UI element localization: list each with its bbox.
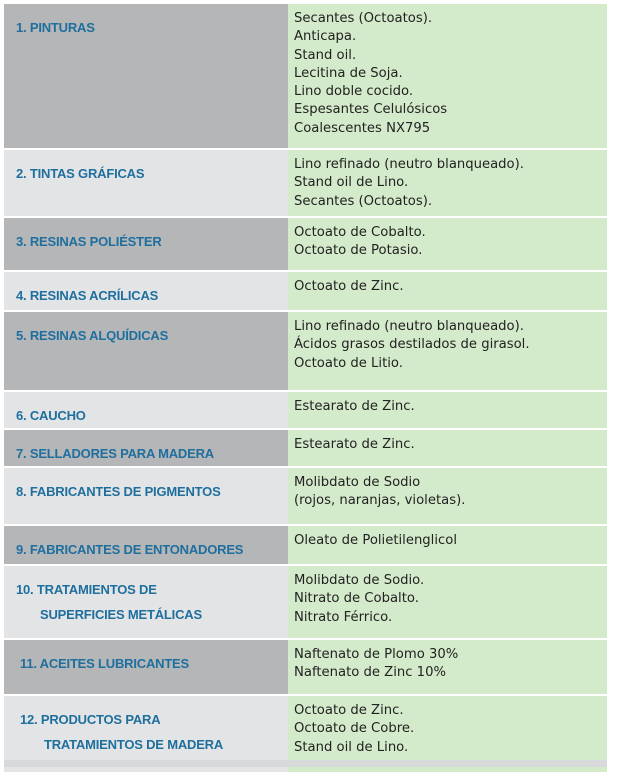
category-label: 9. FABRICANTES DE ENTONADORES <box>16 542 244 557</box>
category-cell <box>4 272 288 310</box>
category-cell <box>4 4 288 148</box>
category-cell <box>4 392 288 428</box>
products-cell <box>288 392 607 428</box>
product-item: Stand oil. <box>294 47 357 63</box>
products-cell <box>288 566 607 638</box>
product-item: Lino refinado (neutro blanqueado). <box>294 157 524 172</box>
product-item: Octoato de Cobalto. <box>294 225 426 240</box>
products-cell <box>288 312 607 390</box>
product-item: Espesantes Celulósicos <box>294 102 448 118</box>
product-item: Secantes (Octoatos). <box>294 11 433 26</box>
product-item: Stand oil de Lino. <box>294 739 409 755</box>
category-label: 10. TRATAMIENTOS DE <box>16 582 157 597</box>
product-item: Lino refinado (neutro blanqueado). <box>294 319 524 334</box>
table-row <box>4 312 607 392</box>
category-label: 5. RESINAS ALQUÍDICAS <box>16 328 169 343</box>
product-item: Octoato de Zinc. <box>294 703 404 718</box>
category-label: 8. FABRICANTES DE PIGMENTOS <box>16 484 221 499</box>
products-cell <box>288 4 607 148</box>
products-cell <box>288 640 607 694</box>
product-item: Molibdato de Sodio <box>294 475 421 490</box>
product-item: Stand oil de Lino. <box>294 175 409 191</box>
category-cell <box>4 430 288 466</box>
product-item: Anticapa. <box>294 29 357 45</box>
product-item: Secantes (Octoatos). <box>294 193 433 209</box>
product-item: Lino doble cocido. <box>294 84 414 100</box>
products-cell <box>288 150 607 216</box>
category-label-line2: TRATAMIENTOS DE MADERA <box>44 737 224 752</box>
products-cell <box>288 218 607 270</box>
products-cell <box>288 526 607 564</box>
product-item: Oleato de Polietilenglicol <box>294 533 457 548</box>
table-row <box>4 150 607 218</box>
category-cell <box>4 218 288 270</box>
table-row <box>4 526 607 566</box>
product-item: Naftenato de Zinc 10% <box>294 665 446 681</box>
product-item: Naftenato de Plomo 30% <box>294 647 459 662</box>
category-label: 7. SELLADORES PARA MADERA <box>16 446 214 461</box>
products-cell <box>288 430 607 466</box>
table-row <box>4 272 607 312</box>
product-item: Ácidos grasos destilados de girasol. <box>294 337 530 353</box>
table-row <box>4 640 607 696</box>
product-item: Octoato de Potasio. <box>294 243 423 259</box>
category-label: 12. PRODUCTOS PARA <box>20 712 161 727</box>
category-label: 11. ACEITES LUBRICANTES <box>20 656 190 671</box>
category-cell <box>4 640 288 694</box>
category-cell <box>4 312 288 390</box>
category-cell <box>4 526 288 564</box>
category-label-line2: SUPERFICIES METÁLICAS <box>40 607 202 622</box>
products-cell <box>288 272 607 310</box>
product-item: Estearato de Zinc. <box>294 399 415 414</box>
product-item: Lecitina de Soja. <box>294 65 403 81</box>
category-cell <box>4 468 288 524</box>
category-cell <box>4 150 288 216</box>
products-cell <box>288 468 607 524</box>
product-item: Estearato de Zinc. <box>294 437 415 452</box>
table-row <box>4 430 607 468</box>
product-item: Octoato de Zinc. <box>294 279 404 294</box>
table-row <box>4 468 607 526</box>
product-item: Nitrato de Cobalto. <box>294 591 419 607</box>
category-label: 1. PINTURAS <box>16 20 95 35</box>
category-label: 4. RESINAS ACRÍLICAS <box>16 288 159 303</box>
product-table <box>4 4 607 774</box>
table-row <box>4 4 607 150</box>
category-cell <box>4 566 288 638</box>
product-item: (rojos, naranjas, violetas). <box>294 493 466 509</box>
product-item: Molibdato de Sodio. <box>294 573 425 588</box>
product-item: Nitrato Férrico. <box>294 609 393 625</box>
product-item: Octoato de Litio. <box>294 355 403 371</box>
category-label: 2. TINTAS GRÁFICAS <box>16 166 145 181</box>
category-label: 3. RESINAS POLIÉSTER <box>16 234 162 249</box>
table-row <box>4 218 607 272</box>
product-item: Coalescentes NX795 <box>294 120 431 136</box>
table-row <box>4 566 607 640</box>
table-row <box>4 392 607 430</box>
category-label: 6. CAUCHO <box>16 408 86 423</box>
table-footer-bar <box>4 760 607 767</box>
product-item: Octoato de Cobre. <box>294 721 415 737</box>
